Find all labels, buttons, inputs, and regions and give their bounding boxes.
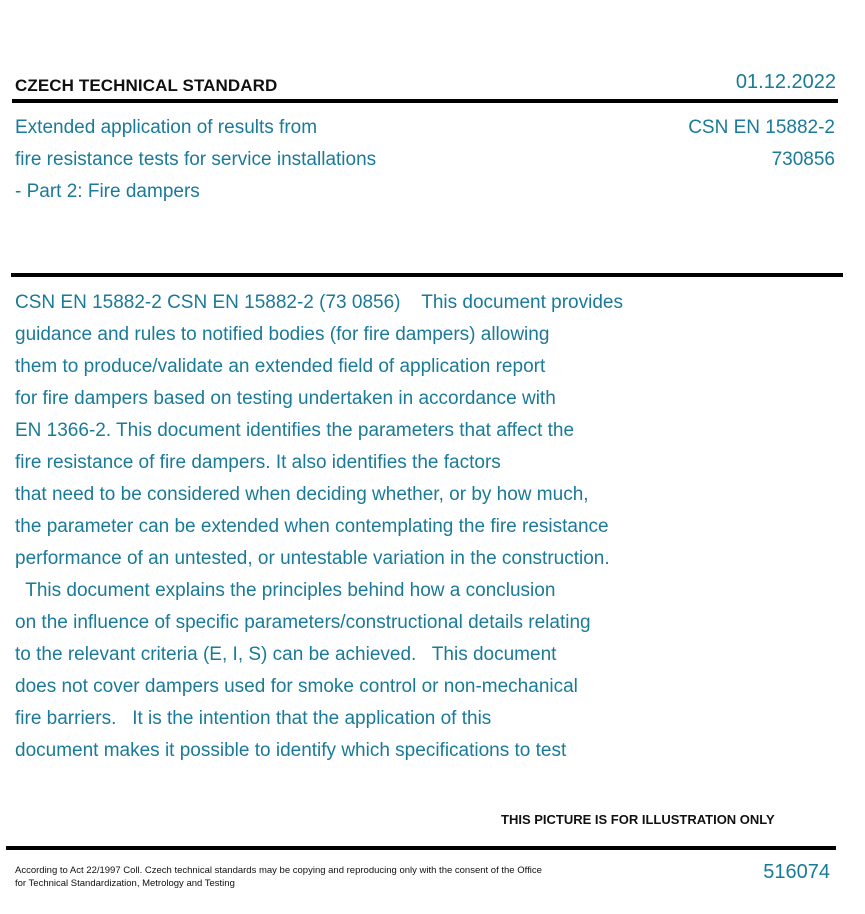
catalog-number: 516074	[763, 861, 830, 883]
middle-rule	[11, 273, 843, 277]
body-line: fire barriers. It is the intention that the application of this	[15, 708, 492, 729]
standard-code: CSN EN 15882-2	[688, 117, 835, 138]
body-line: them to produce/validate an extended field of application report	[15, 356, 546, 377]
body-line: the parameter can be extended when contemplating the fire resistance	[15, 516, 609, 537]
header-date: 01.12.2022	[735, 71, 836, 93]
body-line: on the influence of specific parameters/constructional details relating	[15, 612, 591, 633]
body-line: that need to be considered when deciding whether, or by how much,	[15, 484, 589, 505]
title-line: Extended application of results from	[15, 117, 318, 138]
body-line: does not cover dampers used for smoke control or non-mechanical	[15, 676, 578, 697]
classification-number: 730856	[771, 149, 835, 170]
body-line: fire resistance of fire dampers. It also identifies the factors	[15, 452, 501, 473]
body-line: This document explains the principles behind how a conclusion	[15, 580, 556, 601]
body-line: document makes it possible to identify which specifications to test	[15, 740, 567, 761]
bottom-rule	[6, 846, 836, 850]
body-line: CSN EN 15882-2 CSN EN 15882-2 (73 0856) This document provides	[15, 292, 623, 313]
illustration-note: THIS PICTURE IS FOR ILLUSTRATION ONLY	[501, 812, 775, 827]
title-line: - Part 2: Fire dampers	[15, 181, 200, 202]
copyright-note-line: According to Act 22/1997 Coll. Czech technical standards may be copying and reproducing only with the consent of the Office	[15, 865, 542, 876]
body-line: for fire dampers based on testing undertaken in accordance with	[15, 388, 556, 409]
title-line: fire resistance tests for service installations	[15, 149, 377, 170]
top-rule	[12, 99, 838, 103]
body-line: guidance and rules to notified bodies (for fire dampers) allowing	[15, 324, 550, 345]
body-line: performance of an untested, or untestable variation in the construction.	[15, 548, 610, 569]
body-line: to the relevant criteria (E, I, S) can be achieved. This document	[15, 644, 557, 665]
copyright-note-line: for Technical Standardization, Metrology and Testing	[15, 878, 235, 889]
header-label: CZECH TECHNICAL STANDARD	[15, 76, 278, 95]
body-line: EN 1366-2. This document identifies the parameters that affect the	[15, 420, 575, 441]
